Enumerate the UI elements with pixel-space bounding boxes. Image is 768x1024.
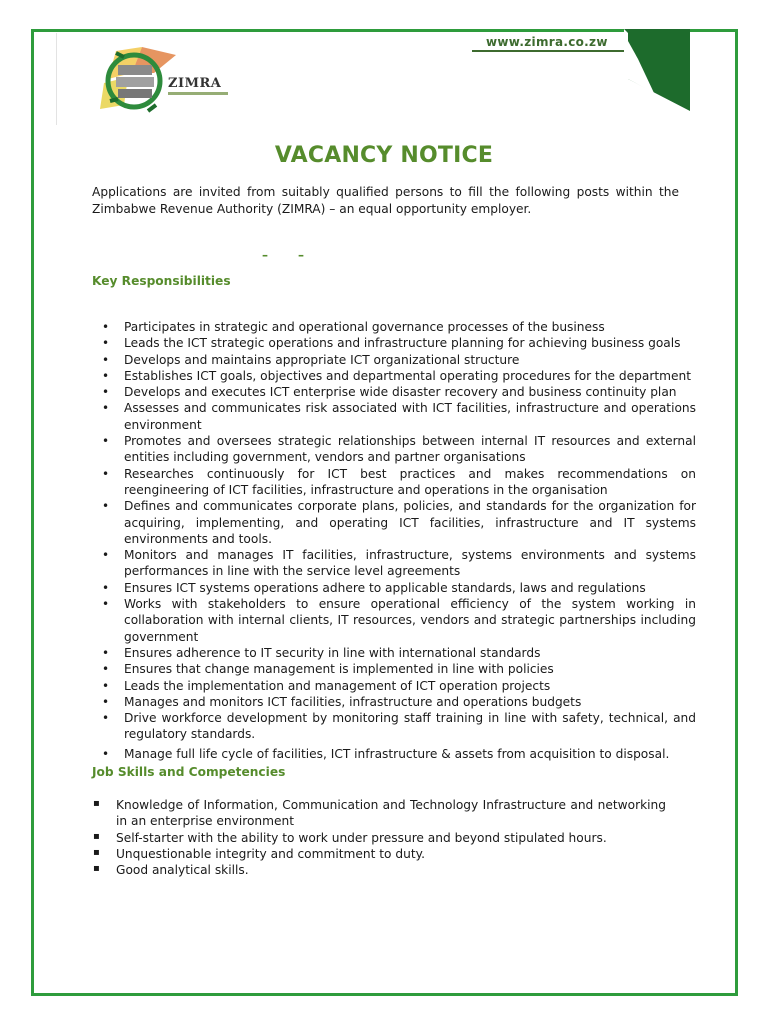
bullet-icon: • bbox=[102, 466, 110, 481]
list-item: • Manages and monitors ICT facilities, infrastructure and operations budgets bbox=[102, 694, 582, 709]
list-item: • Develops and executes ICT enterprise wide disaster recovery and business continuity plan bbox=[102, 385, 677, 400]
list-item: • Assesses and communicates risk associated with ICT facilities, infrastructure and operations environment bbox=[102, 401, 696, 432]
bullet-icon: • bbox=[102, 499, 110, 514]
bullet-icon: • bbox=[102, 320, 110, 334]
logo-tagline-bar bbox=[168, 92, 228, 95]
bullet-icon: • bbox=[102, 385, 110, 400]
bullet-icon: • bbox=[102, 434, 110, 449]
bullet-icon: • bbox=[102, 694, 110, 709]
skills-heading: Job Skills and Competencies bbox=[92, 765, 286, 779]
responsibilities-list bbox=[92, 319, 696, 762]
list-item: • Researches continuously for ICT best practices and makes recommendations on reengineering of ICT facilities, infrastructure and operations in the organisation bbox=[102, 466, 696, 497]
corner-ribbon-icon bbox=[624, 29, 690, 111]
header-rule bbox=[472, 50, 628, 52]
list-item: • Defines and communicates corporate plans, policies, and standards for the organization for acquiring, implementing, and operating ICT facilities, infrastructure and IT systems environments and tools. bbox=[102, 499, 696, 546]
square-bullet-icon: ▪ bbox=[93, 863, 100, 875]
list-item: ▪ Self-starter with the ability to work under pressure and beyond stipulated hours. bbox=[93, 830, 607, 845]
list-item: ▪ Unquestionable integrity and commitment to duty. bbox=[93, 846, 425, 861]
bullet-icon: • bbox=[102, 645, 110, 660]
bullet-icon: • bbox=[102, 711, 110, 726]
responsibilities-heading: Key Responsibilities bbox=[92, 274, 231, 288]
list-item: • Monitors and manages IT facilities, infrastructure, systems environments and systems performances in line with the service level agreements bbox=[102, 548, 696, 579]
list-item: • Promotes and oversees strategic relationships between internal IT resources and external entities including government, vendors and partner organisations bbox=[102, 434, 696, 465]
website-link[interactable]: www.zimra.co.zw bbox=[486, 35, 608, 49]
list-item: ▪ Good analytical skills. bbox=[93, 863, 249, 878]
bullet-icon: • bbox=[102, 336, 110, 351]
bullet-icon: • bbox=[102, 678, 110, 693]
bullet-icon: • bbox=[102, 746, 110, 761]
list-item: • Works with stakeholders to ensure operational efficiency of the system working in collaboration with internal clients, IT resources, vendors and strategic partnerships including government bbox=[102, 597, 696, 644]
bullet-icon: • bbox=[102, 368, 110, 383]
square-bullet-icon: ▪ bbox=[93, 846, 100, 858]
skills-list bbox=[92, 797, 666, 878]
bullet-icon: • bbox=[102, 352, 110, 367]
bullet-icon: • bbox=[102, 597, 110, 612]
list-item: • Leads the ICT strategic operations and infrastructure planning for achieving business goals bbox=[102, 336, 681, 351]
list-item: • Manage full life cycle of facilities, ICT infrastructure & assets from acquisition to disposal. bbox=[102, 746, 670, 761]
bullet-icon: • bbox=[102, 580, 110, 595]
list-item: • Ensures ICT systems operations adhere to applicable standards, laws and regulations bbox=[102, 580, 646, 595]
square-bullet-icon: ▪ bbox=[93, 798, 100, 809]
list-item: • Participates in strategic and operational governance processes of the business bbox=[102, 320, 605, 334]
intro-paragraph: Applications are invited from suitably qualified persons to fill the following posts within the Zimbabwe Revenue Authority (ZIMRA) – an equal opportunity employer. bbox=[92, 185, 679, 216]
bullet-icon: • bbox=[102, 548, 110, 563]
list-item: • Leads the implementation and management of ICT operation projects bbox=[102, 678, 551, 693]
dash-mark: – bbox=[262, 248, 268, 262]
dash-mark: – bbox=[298, 248, 304, 262]
list-item: ▪ Knowledge of Information, Communication and Technology Infrastructure and networking in an enterprise environment bbox=[93, 798, 666, 829]
logo-wordmark: ZIMRA bbox=[168, 76, 222, 91]
zimra-logo-icon bbox=[98, 43, 178, 123]
list-item: • Develops and maintains appropriate ICT organizational structure bbox=[102, 352, 520, 367]
list-item: • Drive workforce development by monitoring staff training in line with safety, technical, and regulatory standards. bbox=[102, 711, 696, 742]
list-item: • Establishes ICT goals, objectives and departmental operating procedures for the department bbox=[102, 368, 692, 383]
bullet-icon: • bbox=[102, 401, 110, 416]
list-item: • Ensures adherence to IT security in line with international standards bbox=[102, 645, 541, 660]
list-item: • Ensures that change management is implemented in line with policies bbox=[102, 662, 554, 677]
page-title: VACANCY NOTICE bbox=[274, 143, 494, 168]
bullet-icon: • bbox=[102, 662, 110, 677]
square-bullet-icon: ▪ bbox=[93, 830, 100, 842]
